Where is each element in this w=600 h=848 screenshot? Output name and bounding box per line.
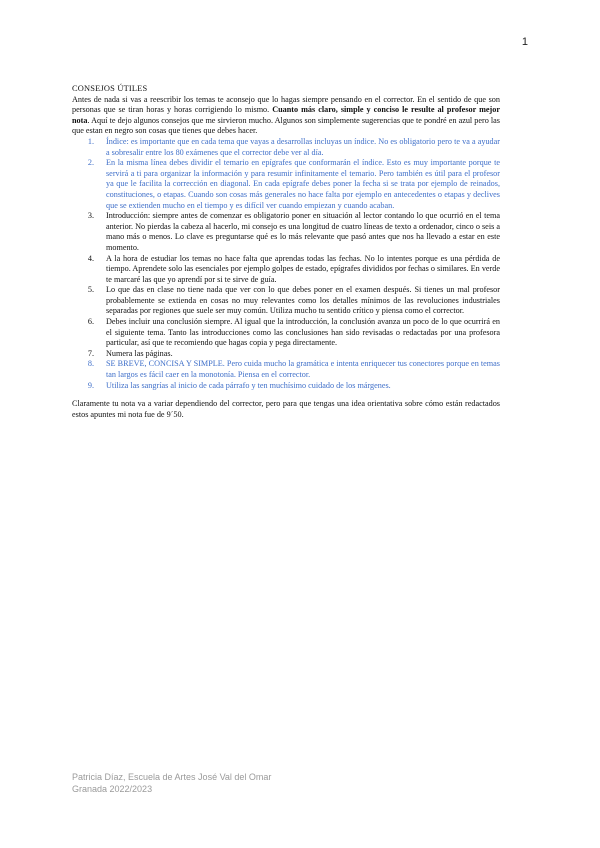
tip-number: 5. (87, 285, 94, 295)
tip-item (72, 254, 500, 286)
tip-number: 2. (87, 158, 94, 168)
tip-text: Utiliza las sangrías al inicio de cada párrafo y ten muchísimo cuidado de los márgenes. (106, 380, 391, 390)
tip-text: SE BREVE, CONCISA Y SIMPLE. Pero cuida mucho la gramática e intenta enriquecer tus conectores porque en temas tan largos es fácil caer en la monotonía. Piensa en el corrector. (106, 359, 500, 380)
tip-item (72, 381, 500, 392)
tip-item (72, 137, 500, 158)
tip-item (72, 158, 500, 211)
tip-item (72, 359, 500, 380)
tip-text: Debes incluir una conclusión siempre. Al igual que la introducción, la conclusión avanza un poco de lo que ocurrirá en el siguiente tema. Tanto las introducciones como las conclusiones han sido revisadas o redactadas por una profesora particular, así que te recomiendo que hagas copia y pega directamente. (106, 317, 500, 348)
tip-text: Índice: es importante que en cada tema que vayas a desarrollas incluyas un índice. No es obligatorio pero te va a ayudar a sobresalir entre los 80 exámenes que el corrector debe ver al día. (106, 136, 500, 157)
tip-number: 8. (87, 359, 94, 369)
tip-text: A la hora de estudiar los temas no hace falta que aprendas todas las fechas. No lo intentes porque es una pérdida de tiempo. Aprendete solo las esenciales por ejemplo golpes de estado, epígrafes divididos por fechas o similares. En verde te marcaré las que yo aprendí por si te sirve de guía. (106, 253, 500, 284)
tip-text: Numera las páginas. (106, 348, 173, 358)
document-body (72, 84, 500, 420)
footer-location-year: Granada 2022/2023 (72, 784, 153, 794)
tip-number: 1. (87, 136, 94, 146)
tip-text: Introducción: siempre antes de comenzar es obligatorio poner en situación al lector contando lo que ocurrió en el tema anterior. No pierdas la cabeza al hacerlo, mi consejo es una longitud de cuatro líneas de texto a ordenador, cinco o seis a mano más o menos. Lo clave es preguntarse qué es lo más relevante que pasó antes que nos ha llevado a estar en este momento. (106, 211, 500, 252)
tip-number: 7. (87, 348, 94, 358)
tip-text: En la misma línea debes dividir el temario en epígrafes que conformarán el índice. Esto es muy importante porque te servirá a ti para organizar la información y para resumir infinitamente el temario. Pero también es útil para el profesor ya que le facilita la corrección en diagonal. En cada epígrafe debes poner la fecha si se trata por ejemplo de reinados, constituciones, o etapas. Cuando son cosas más generales no hace falta por ejemplo en antecedentes o etapas y declives que se extienden mucho en el tiempo y es difícil ver cuando empiezan y cuando acaban. (106, 158, 500, 210)
intro-text-1: Antes de nada si vas a reescribir los temas te aconsejo que lo hagas siempre pensando en el corrector. En el sentido de que son personas que se tiran horas y horas corrigiendo lo mismo. (72, 94, 500, 115)
tip-number: 9. (87, 380, 94, 390)
section-heading: CONSEJOS ÚTILES (72, 84, 148, 93)
tip-number: 4. (87, 253, 94, 263)
intro-paragraph (72, 95, 500, 137)
tip-item (72, 211, 500, 253)
closing-paragraph: Claramente tu nota va a variar dependiendo del corrector, pero para que tengas una idea orientativa sobre cómo están redactados estos apuntes mi nota fue de 9´50. (72, 399, 500, 419)
tip-item (72, 285, 500, 317)
page-number: 1 (521, 36, 528, 48)
tip-number: 6. (87, 317, 94, 327)
tip-item (72, 349, 500, 360)
tip-item (72, 317, 500, 349)
page-footer (72, 771, 271, 795)
footer-author: Patricia Díaz, Escuela de Artes José Val del Omar (72, 772, 272, 782)
tip-text: Lo que das en clase no tiene nada que ver con lo que debes poner en el examen después. Si tienes un mal profesor probablemente se extienda en cosas no muy relevantes como los detalles mínimos de las revoluciones industriales separadas por regiones que suele ser muy común. Utiliza mucho tu sentido crítico y piensa como el corrector. (106, 285, 500, 316)
intro-text-2: . Aquí te dejo algunos consejos que me sirvieron mucho. Algunos son simplemente sugerencias que te pondré en azul pero las que estan en negro son cosas que tienes que debes hacer. (72, 115, 500, 136)
intro-bold-text: Cuanto más claro, simple y conciso le resulte al profesor mejor nota (72, 105, 500, 125)
tips-list (72, 137, 500, 391)
tip-number: 3. (87, 211, 94, 221)
